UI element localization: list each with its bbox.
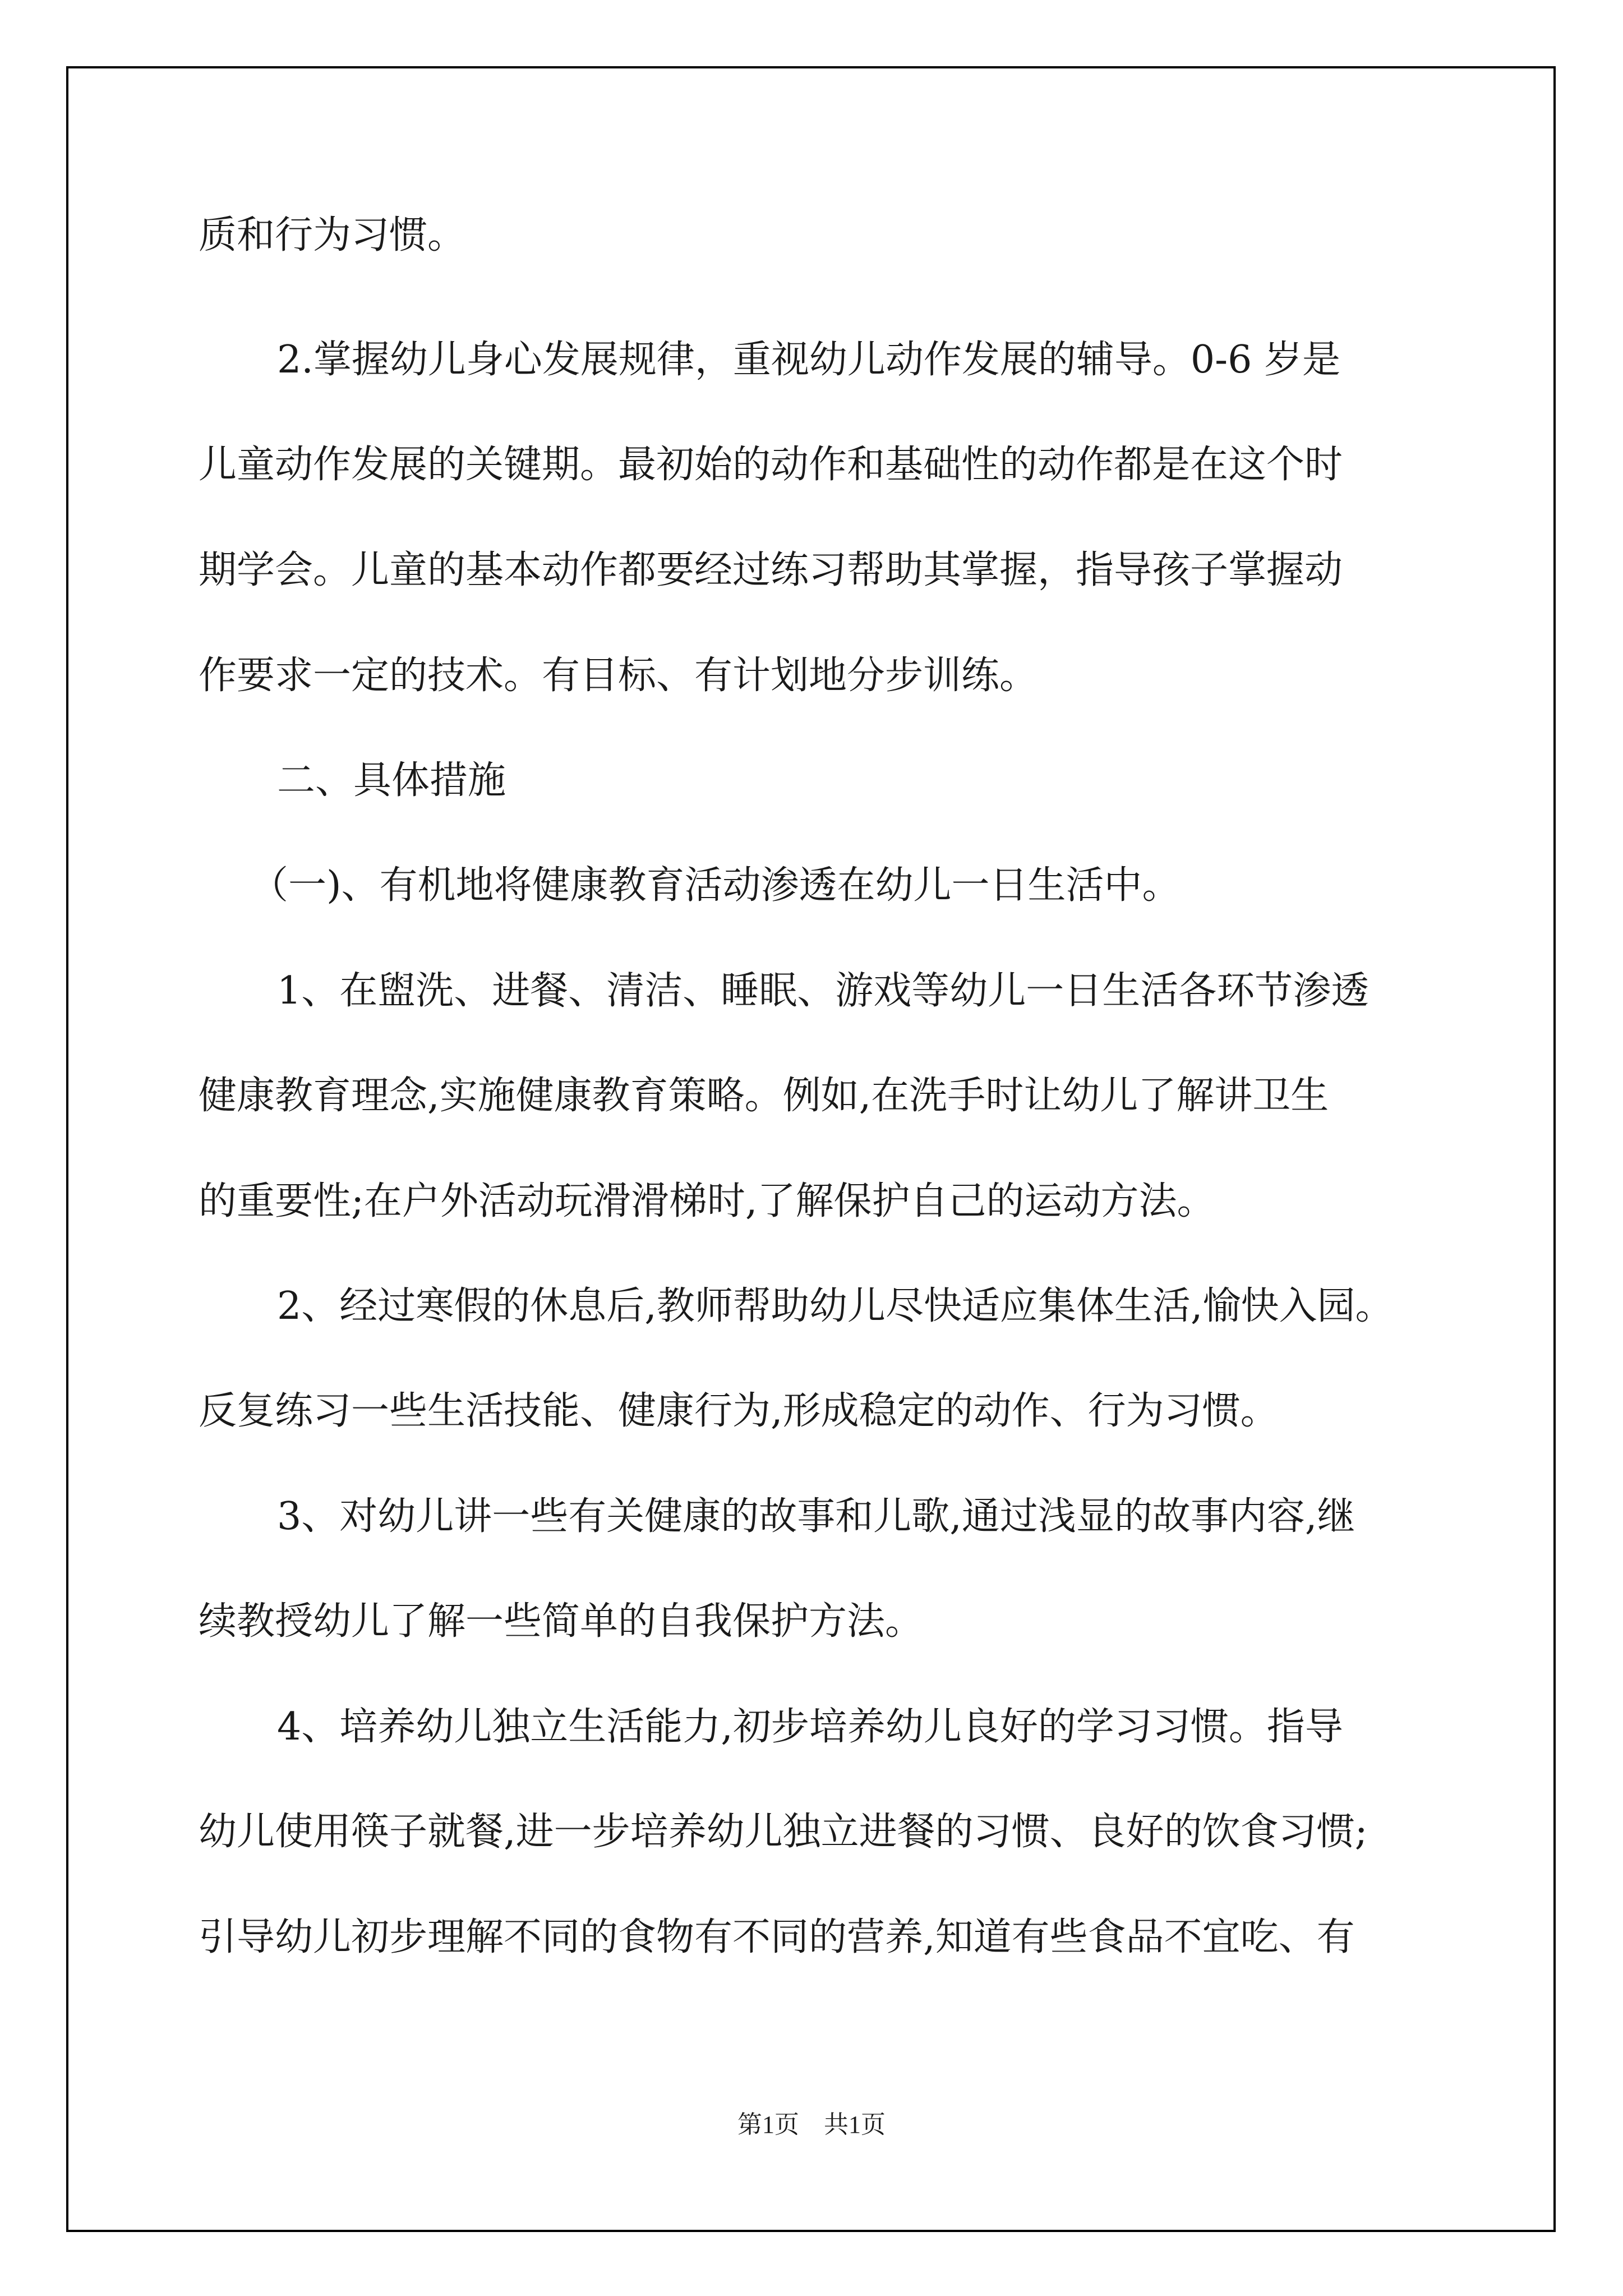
paragraph-line: 幼儿使用筷子就餐,进一步培养幼儿独立进餐的习惯、良好的饮食习惯; xyxy=(199,1810,1368,1854)
section-heading: 二、具体措施 xyxy=(277,758,506,803)
paragraph-line: 续教授幼儿了解一些简单的自我保护方法。 xyxy=(199,1599,924,1644)
paragraph-line: 2、经过寒假的休息后,教师帮助幼儿尽快适应集体生活,愉快入园。 xyxy=(277,1284,1394,1328)
subsection-heading: （一)、有机地将健康教育活动渗透在幼儿一日生活中。 xyxy=(250,863,1181,908)
paragraph-line: 3、对幼儿讲一些有关健康的故事和儿歌,通过浅显的故事内容,继 xyxy=(277,1494,1355,1539)
paragraph-line: 质和行为习惯。 xyxy=(199,213,466,257)
page-number-footer: 第1页 共1页 xyxy=(737,2111,886,2138)
paragraph-line: 健康教育理念,实施健康教育策略。例如,在洗手时让幼儿了解讲卫生 xyxy=(199,1074,1329,1118)
page-border xyxy=(66,66,1556,2232)
paragraph-line: 作要求一定的技术。有目标、有计划地分步训练。 xyxy=(199,654,1038,698)
paragraph-line: 的重要性;在户外活动玩滑滑梯时,了解保护自己的运动方法。 xyxy=(199,1179,1215,1223)
paragraph-line: 期学会。儿童的基本动作都要经过练习帮助其掌握，指导孩子掌握动 xyxy=(199,548,1343,592)
paragraph-line: 1、在盥洗、进餐、清洁、睡眠、游戏等幼儿一日生活各环节渗透 xyxy=(277,969,1370,1013)
paragraph-line: 4、培养幼儿独立生活能力,初步培养幼儿良好的学习习惯。指导 xyxy=(277,1705,1343,1749)
paragraph-line: 2.掌握幼儿身心发展规律，重视幼儿动作发展的辅导。0-6 岁是 xyxy=(277,338,1340,382)
paragraph-line: 引导幼儿初步理解不同的食物有不同的营养,知道有些食品不宜吃、有 xyxy=(199,1915,1355,1959)
paragraph-line: 儿童动作发展的关键期。最初始的动作和基础性的动作都是在这个时 xyxy=(199,443,1343,487)
paragraph-line: 反复练习一些生活技能、健康行为,形成稳定的动作、行为习惯。 xyxy=(199,1389,1279,1433)
